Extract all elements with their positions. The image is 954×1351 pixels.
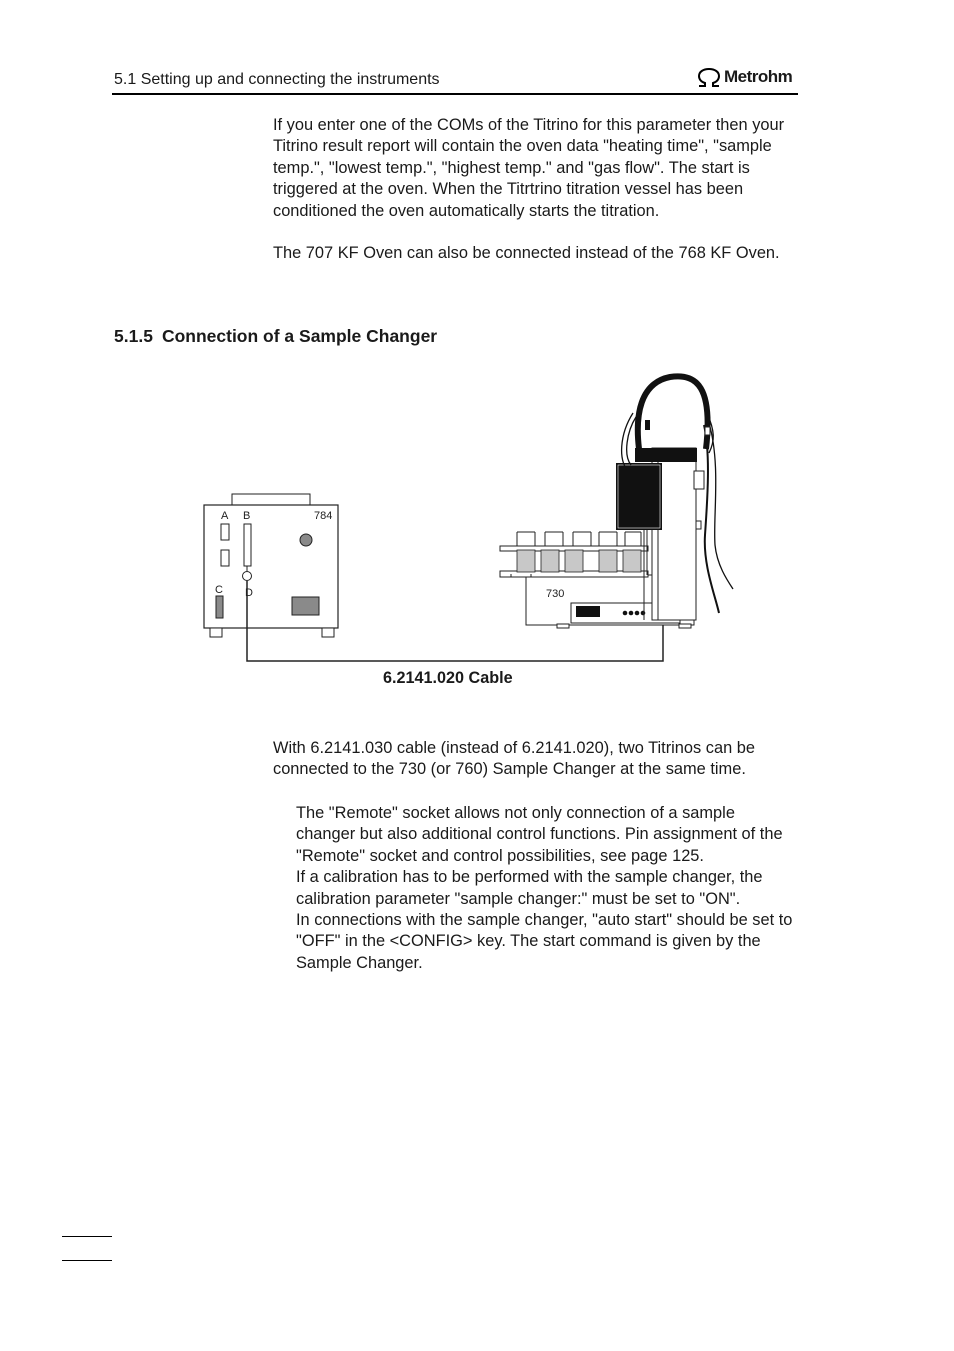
- connection-diagram-svg: [195, 365, 755, 665]
- note-block: [296, 803, 796, 974]
- cable-caption: 6.2141.020 Cable: [383, 669, 513, 687]
- connection-diagram: [195, 365, 755, 665]
- display-icon: [576, 606, 600, 617]
- footer-rule-top: [62, 1236, 112, 1237]
- paragraph-707-oven: The 707 KF Oven can also be connected instead of the 768 KF Oven.: [273, 244, 780, 262]
- paragraph-two-titrinos: With 6.2141.030 cable (instead of 6.2141.020), two Titrinos can be connected to the 730 (or 760) Sample Changer at the same time.: [273, 739, 756, 779]
- changer-model-label: 730: [546, 588, 565, 600]
- note-line-auto-start: In connections with the sample changer, "auto start" should be set to "OFF" in the <CONFIG> key. The start command is given by the Sample Changer.: [296, 911, 793, 972]
- omega-icon: [696, 67, 722, 89]
- note-line-calibration: If a calibration has to be performed with the sample changer, the calibration parameter "sample changer:" must be set to "ON".: [296, 868, 763, 908]
- titrino-model-label: 784: [314, 510, 333, 522]
- header-rule: [112, 93, 798, 95]
- metrohm-logo: [696, 66, 798, 90]
- section-number: 5.1.5: [114, 326, 153, 346]
- socket-a-label: A: [221, 510, 229, 522]
- section-heading: [114, 326, 437, 347]
- logo-wordmark: Metrohm: [724, 67, 793, 86]
- titrino-784: [204, 494, 338, 637]
- paragraph-oven-report: If you enter one of the COMs of the Titrino for this parameter then your Titrino result report will contain the oven data "heating time", "sample temp.", "lowest temp.", "highest temp." and "gas flow". The start is triggered at the oven. When the Titrtrino titration vessel has been conditioned the oven automatically starts the titration.: [273, 116, 785, 220]
- section-title: Connection of a Sample Changer: [161, 326, 438, 346]
- running-header: 5.1 Setting up and connecting the instruments: [114, 71, 440, 88]
- note-line-remote: The "Remote" socket allows not only connection of a sample changer but also additional control functions. Pin assignment of the "Remote" socket and control possibilities, see page 125.: [296, 804, 783, 865]
- socket-d-label: D: [245, 587, 253, 599]
- footer-rule-bottom: [62, 1260, 112, 1261]
- socket-c-label: C: [215, 584, 223, 596]
- sample-changer-730: [500, 376, 733, 628]
- socket-b-label: B: [243, 510, 251, 522]
